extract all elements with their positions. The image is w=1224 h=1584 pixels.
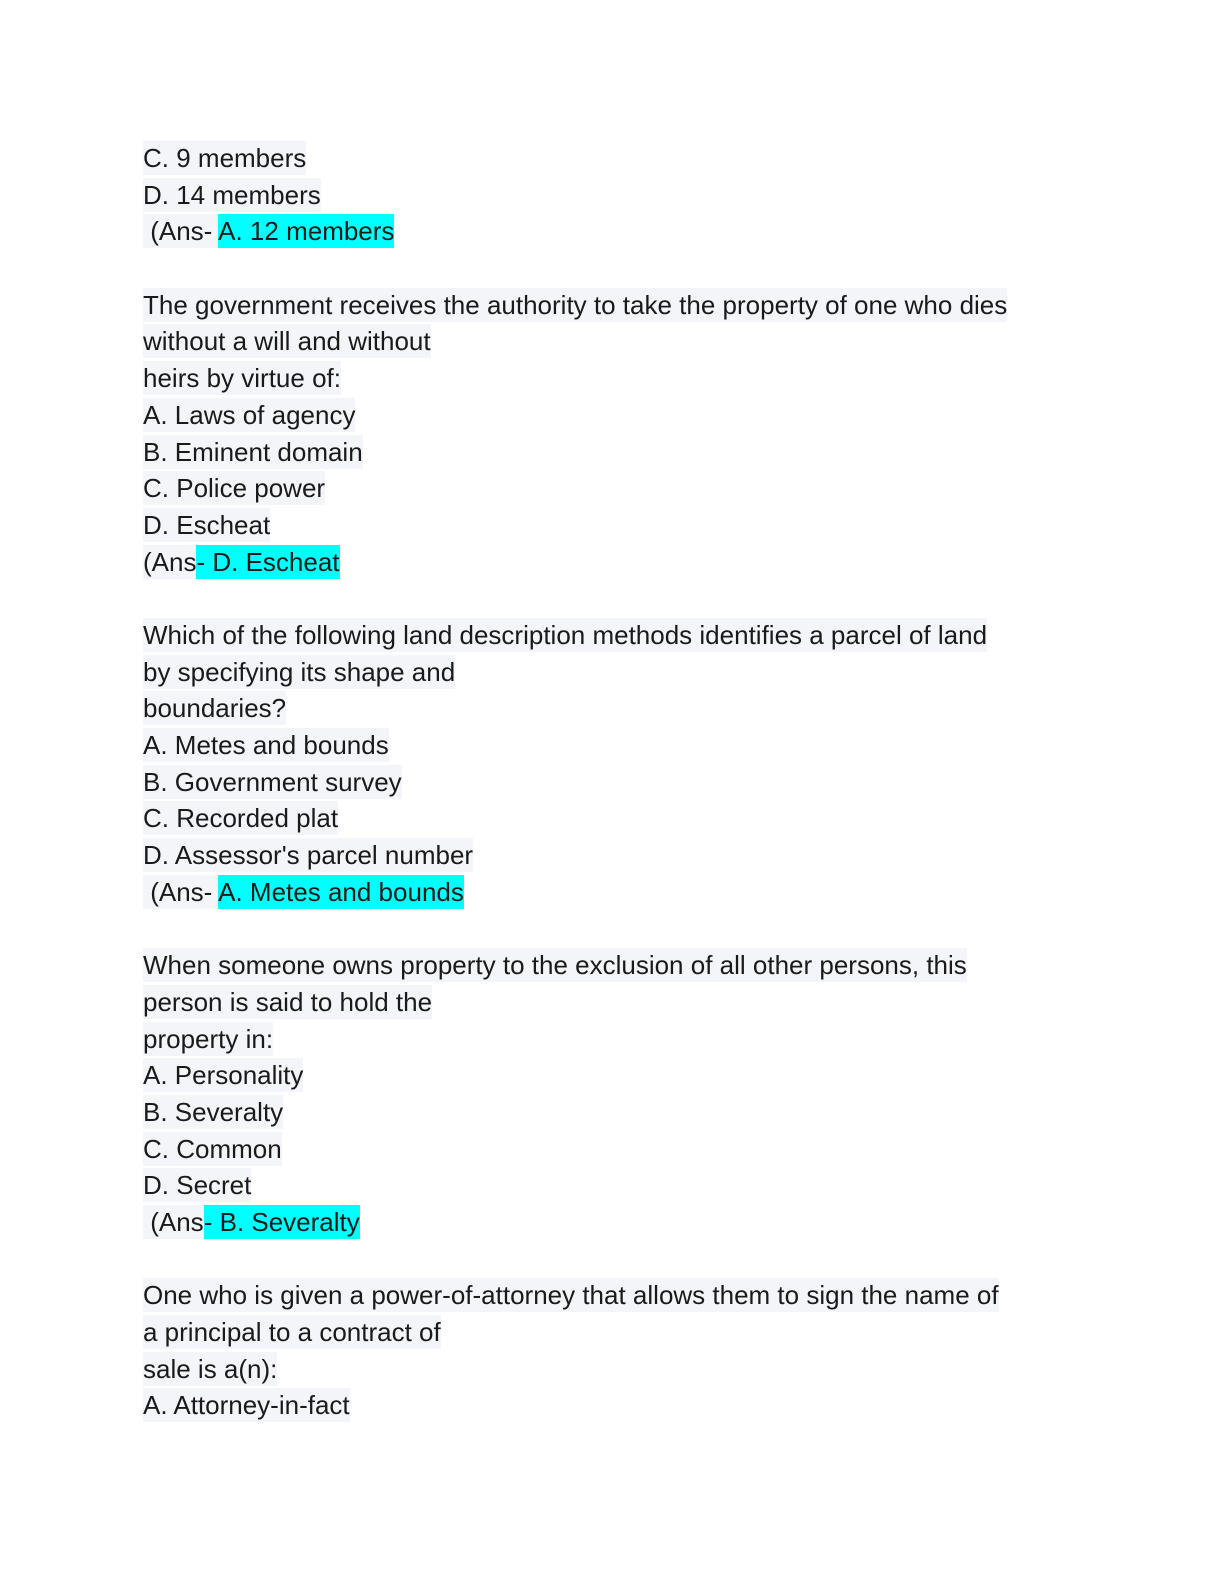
option-d: D. 14 members (143, 179, 321, 210)
question-block (143, 1277, 1083, 1424)
question-text: The government receives the authority to take the property of one who dies (143, 289, 1008, 320)
answer-prefix: (Ans (143, 1206, 204, 1237)
answer-highlight: - D. Escheat (196, 546, 340, 577)
option-d: D. Escheat (143, 509, 271, 540)
answer-highlight: A. 12 members (218, 216, 395, 247)
question-text: sale is a(n): (143, 1353, 278, 1384)
answer-prefix: (Ans- (143, 876, 219, 907)
question-block (143, 617, 1083, 911)
question-block (143, 287, 1083, 581)
answer-prefix: (Ans- (143, 216, 219, 247)
option-b: B. Eminent domain (143, 436, 363, 467)
answer-line (143, 213, 1083, 250)
answer-line (143, 1204, 1083, 1241)
answer-highlight: A. Metes and bounds (218, 876, 464, 907)
option-c: C. Police power (143, 473, 326, 504)
question-text: Which of the following land description methods identifies a parcel of land (143, 619, 988, 650)
question-text: without a will and without (143, 326, 431, 357)
option-d: D. Assessor's parcel number (143, 840, 474, 871)
question-fragment (143, 140, 1083, 250)
option-c: C. Recorded plat (143, 803, 339, 834)
option-b: B. Severalty (143, 1096, 284, 1127)
option-a: A. Metes and bounds (143, 730, 389, 760)
question-text: person is said to hold the (143, 986, 433, 1017)
option-c: C. 9 members (143, 143, 307, 173)
question-text: heirs by virtue of: (143, 363, 341, 394)
question-text: by specifying its shape and (143, 656, 456, 687)
question-text: One who is given a power-of-attorney that allows them to sign the name of (143, 1280, 999, 1311)
document-page (143, 140, 1083, 1424)
option-c: C. Common (143, 1133, 282, 1164)
answer-line (143, 544, 1083, 581)
question-text: property in: (143, 1023, 274, 1054)
option-d: D. Secret (143, 1170, 252, 1201)
question-block (143, 947, 1083, 1241)
question-text: boundaries? (143, 693, 287, 724)
question-text: a principal to a contract of (143, 1317, 441, 1347)
option-a: A. Laws of agency (143, 399, 356, 430)
answer-line (143, 874, 1083, 911)
answer-highlight: - B. Severalty (203, 1206, 360, 1237)
option-a: A. Attorney-in-fact (143, 1390, 350, 1421)
answer-prefix: (Ans (143, 546, 197, 577)
option-a: A. Personality (143, 1060, 304, 1091)
question-text: When someone owns property to the exclusion of all other persons, this (143, 950, 967, 981)
option-b: B. Government survey (143, 766, 402, 797)
